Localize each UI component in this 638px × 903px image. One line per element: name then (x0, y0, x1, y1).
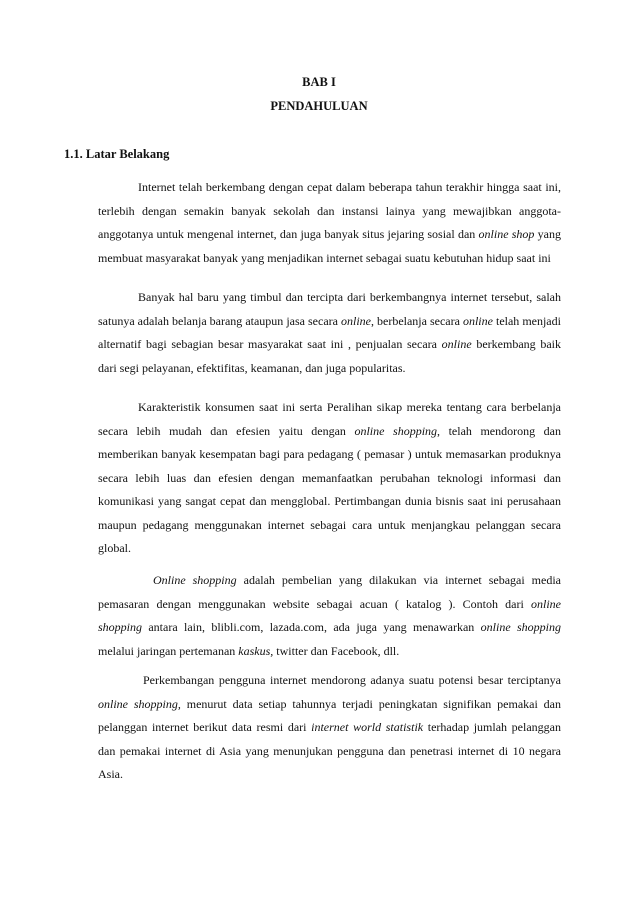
paragraph (98, 396, 561, 561)
text-run: melalui jaringan pertemanan (98, 643, 239, 658)
italic-text: internet world statistik (311, 720, 424, 734)
paragraph (98, 569, 561, 663)
text-run: antara lain, blibli.com, lazada.com, ada juga yang menawarkan (142, 620, 481, 634)
text-run: menurut data setiap tahunnya terjadi peningkatan signifikan pemakai dan pelanggan internet berikut data resmi dari (98, 696, 562, 734)
text-run: terhadap jumlah pelanggan dan pemakai internet di Asia yang menunjukan pengguna dan penetrasi internet di 10 negara Asia. (98, 720, 561, 781)
text-run: Internet telah berkembang dengan cepat dalam beberapa tahun terakhir hingga saat ini, terlebih dengan semakin banyak sekolah dan instansi lainya yang mewajibkan anggota-anggotanya untuk mengenal internet, dan juga banyak situs jejaring sosial dan (98, 180, 561, 241)
text-run: , berbelanja secara (370, 313, 463, 328)
chapter-label: BAB I (302, 75, 336, 89)
text-run: telah menjadi alternatif bagi sebagian besar masyarakat saat ini , penjualan secara (98, 313, 561, 351)
text-run: yang membuat masyarakat banyak yang menjadikan internet sebagai suatu kebutuhan hidup saat ini (98, 227, 562, 265)
text-run: adalah pembelian yang dilakukan via internet sebagai media pemasaran dengan menggunakan website sebagai acuan ( katalog ). Contoh dari (98, 573, 561, 611)
paragraph (98, 669, 561, 787)
text-run: Karakteristik konsumen saat ini serta Peralihan sikap mereka tentang cara berbelanja secara lebih mudah dan efesien yaitu dengan (98, 400, 561, 438)
chapter-title: PENDAHULUAN (270, 99, 368, 113)
italic-text: online shopping (354, 423, 438, 438)
text-run: twitter dan Facebook, dll. (273, 643, 400, 658)
italic-text: online shopping (480, 620, 561, 634)
italic-text: online shop (478, 227, 535, 241)
paragraph (98, 176, 561, 270)
italic-text: kaskus, (238, 643, 274, 658)
italic-text: online (340, 313, 371, 328)
section-title: 1.1. Latar Belakang (64, 147, 170, 161)
italic-text: online (441, 337, 472, 351)
text-run: Perkembangan pengguna internet mendorong adanya suatu potensi besar terciptanya (143, 673, 561, 687)
text-run: , telah mendorong dan memberikan banyak kesempatan bagi para pedagang ( pemasar ) untuk memasarkan produknya secara lebih luas dan efesien dengan memanfaatkan perubahan teknologi informasi dan komunikasi yang sangat cepat dan mengglobal. Pertimbangan dunia bisnis saat ini perusahaan maupun pedagang menggunakan internet sebagai cara untuk menjangkau pelanggan secara global. (98, 423, 562, 555)
italic-text: online shopping, (98, 696, 181, 711)
italic-text: Online shopping (153, 573, 237, 587)
paragraph (98, 286, 561, 380)
text-run: berkembang baik dari segi pelayanan, efektifitas, keamanan, dan juga popularitas. (98, 337, 562, 375)
text-run: Banyak hal baru yang timbul dan tercipta dari berkembangnya internet tersebut, salah satunya adalah belanja barang ataupun jasa secara (98, 290, 561, 328)
italic-text: online shopping (98, 596, 561, 634)
italic-text: online (462, 313, 493, 328)
